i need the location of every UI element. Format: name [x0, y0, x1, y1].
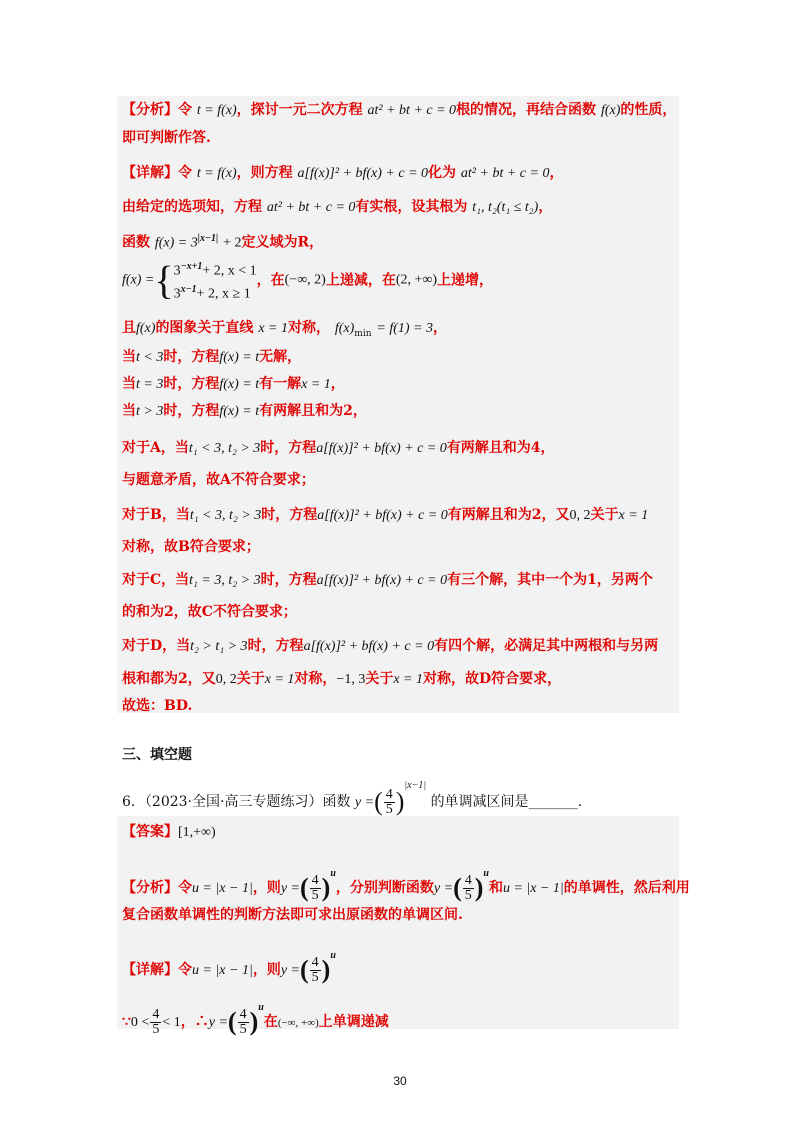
detail-line-1: 【详解】令 t = f(x)，则方程 a[f(x)]² + bf(x) + c = 0化为 at² + bt + c = 0，: [122, 165, 564, 181]
option-a-line-2: 与题意矛盾，故A不符合要求；: [122, 472, 315, 488]
option-b-line-2: 对称，故B符合要求；: [122, 539, 260, 555]
analysis-label: 【分析】: [122, 102, 178, 118]
page-number: 30: [393, 1074, 407, 1088]
piecewise-line: f(x) ={ $3^{-x+1}+ 2$, x < 1 $3^{x-1}+ 2$, x ≥ 1 ，在(−∞, 2)上递减，在(2, +∞)上递增，: [122, 257, 494, 303]
analysis2-line-2: 复合函数单调性的判断方法即可求出原函数的单调区间.: [122, 907, 463, 923]
detail-line-2: 由给定的选项知，方程 at² + bt + c = 0有实根，设其根为 t₁, t₂(t₁ ≤ t₂)，: [122, 199, 553, 215]
answer-line: 【答案】[1,+∞): [122, 824, 216, 840]
detail-line-5: 且f(x)的图象关于直线 x = 1对称， $f(x)_{min} = f(1) = 3$，: [122, 320, 447, 339]
option-d-line-2: 根和都为2，又0, 2关于x = 1对称，−1, 3关于x = 1对称，故D符合要求，: [122, 671, 562, 687]
detail2-line-2: ∵0 < $\frac{4}{5}$ < 1，∴y =( $\frac{4}{5}$ )$^u$在(−∞, +∞)上单调递减: [122, 1002, 389, 1037]
option-a-line: 对于A，当t₁ < 3, t₂ > 3时，方程a[f(x)]² + bf(x) + c = 0有两解且和为4，: [122, 440, 555, 456]
analysis-line-2: 即可判断作答.: [122, 130, 211, 146]
analysis-line-1: 【分析】令 t = f(x)，探讨一元二次方程 at² + bt + c = 0根的情况，再结合函数 f(x)的性质，: [122, 102, 677, 118]
detail-line-8: 当t > 3时，方程f(x) = t有两解且和为2，: [122, 403, 367, 419]
detail-line-3: 函数 $f(x) = 3^{|x-1|} + 2$定义域为R，: [122, 233, 324, 251]
section-title: 三、填空题: [122, 747, 192, 763]
fraction-4-5: $\frac{4}{5}$: [385, 786, 393, 817]
option-b-line: 对于B，当t₁ < 3, t₂ > 3时，方程a[f(x)]² + bf(x) + c = 0有两解且和为2，又0, 2关于x = 1: [122, 507, 649, 523]
piecewise-cases: $3^{-x+1}+ 2$, x < 1 $3^{x-1}+ 2$, x ≥ 1: [173, 261, 257, 302]
detail2-line-1: 【详解】令u = |x − 1|，则y =( $\frac{4}{5}$ )$^u$: [122, 950, 336, 985]
option-d-line: 对于D，当t₂ > t₁ > 3时，方程a[f(x)]² + bf(x) + c = 0有四个解，必满足其中两根和与另两: [122, 638, 659, 654]
detail-label: 【详解】: [122, 165, 178, 181]
option-c-line: 对于C，当t₁ = 3, t₂ > 3时，方程a[f(x)]² + bf(x) + c = 0有三个解，其中一个为1，另两个: [122, 572, 653, 588]
choice-line: 故选：BD.: [122, 698, 193, 714]
answer-label: 【答案】: [122, 824, 178, 840]
detail-line-6: 当t < 3时，方程f(x) = t无解，: [122, 349, 302, 365]
option-c-line-2: 的和为2，故C不符合要求；: [122, 604, 297, 620]
question-6: 6．（2023·全国·高三专题练习）函数 y =( $\frac{4}{5}$ )$^{|x-1|}$ 的单调减区间是_______.: [122, 780, 583, 817]
detail-line-7: 当t = 3时，方程f(x) = t有一解x = 1，: [122, 376, 345, 392]
analysis2-line-1: 【分析】令u = |x − 1|，则y =( $\frac{4}{5}$ )$^u$，分别判断函数y =( $\frac{4}{5}$ )$^u$和u = |x − 1|的单调性，然后利用: [122, 868, 690, 903]
